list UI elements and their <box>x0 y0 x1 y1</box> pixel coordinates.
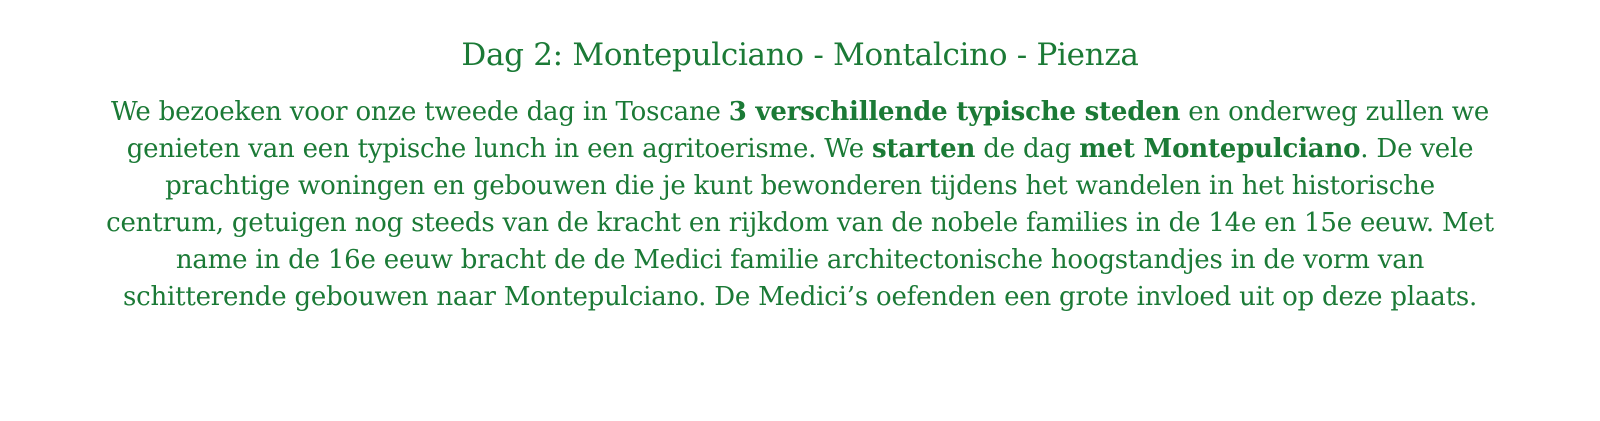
paragraph-line <box>80 94 1520 131</box>
text-run: . De vele <box>1360 134 1474 164</box>
highlight-three-cities: 3 verschillende typische steden <box>728 97 1181 127</box>
page-title: Dag 2: Montepulciano - Montalcino - Pienza <box>461 37 1139 73</box>
paragraph-line: schitterende gebouwen naar Montepulciano. De Medici’s oefenden een grote invloed uit op deze plaats. <box>122 282 1478 312</box>
text-run: We bezoeken voor onze tweede dag in Toscane <box>111 97 729 127</box>
paragraph-line: name in de 16e eeuw bracht de de Medici familie architectonische hoogstandjes in de vorm van <box>175 245 1425 275</box>
highlight-starten: starten <box>871 134 976 164</box>
paragraph-line: prachtige woningen en gebouwen die je kunt bewonderen tijdens het wandelen in het historische <box>165 171 1435 201</box>
text-run: genieten van een typische lunch in een agritoerisme. We <box>126 134 872 164</box>
article-section <box>80 30 1520 316</box>
intro-paragraph <box>80 94 1520 316</box>
highlight-montepulciano: met Montepulciano <box>1079 134 1361 164</box>
paragraph-line <box>80 131 1520 168</box>
text-run: de dag <box>975 134 1080 164</box>
paragraph-line: centrum, getuigen nog steeds van de kracht en rijkdom van de nobele families in de 14e en 15e eeuw. Met <box>106 208 1494 238</box>
text-run: en onderweg zullen we <box>1180 97 1489 127</box>
